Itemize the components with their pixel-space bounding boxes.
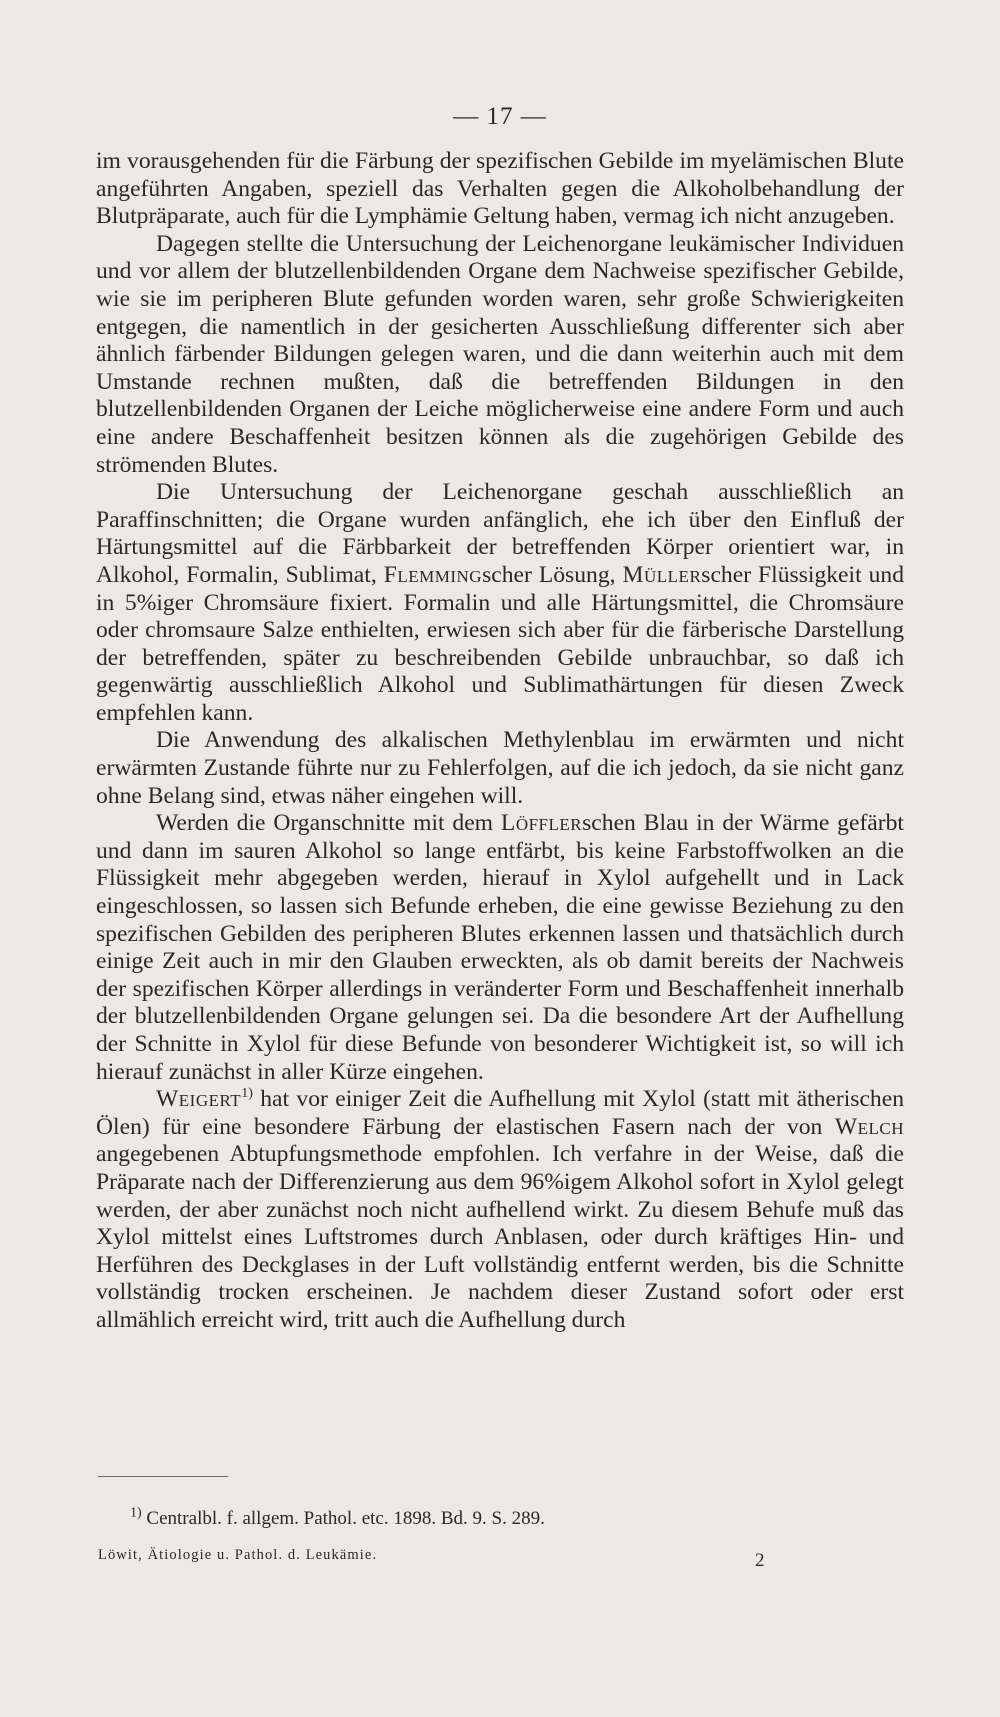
name-loeffler: Löffler [500,810,583,837]
sheet-number: 2 [755,1550,765,1571]
footnote-marker: 1) [241,1086,253,1102]
paragraph-text: Dagegen stellte die Untersuchung der Leichenorgane leukämischer Individuen und vor allem der blutzellenbildenden Organe dem Nachweise spezifischer Gebilde, wie sie im peripheren Blute gefunden worden waren, sehr große Schwierigkeiten entgegen, die namentlich in der gesicherten Ausschließung differenter sich aber ähnlich färbender Bildungen gelegen waren, und die dann weiterhin auch mit dem Umstande rechnen mußten, daß die betreffenden Bildungen in den blutzellenbildenden Organen der Leiche möglicherweise eine andere Form und auch eine andere Beschaffenheit besitzen können als die zugehörigen Gebilde des strömenden Blutes. [96,230,904,478]
name-welch: Welch [834,1113,904,1140]
signature-line: Löwit, Ätiologie u. Pathol. d. Leukämie. [98,1547,378,1563]
paragraph [96,148,904,231]
footnote-divider [98,1476,228,1477]
paragraph-text: Werden die Organschnitte mit dem [156,810,494,837]
paragraph-text: scher Lösung, [482,561,616,588]
paragraph-text: Die Anwendung des alkalischen Methylenblau im erwärmten und nicht erwärmten Zustande führte nur zu Fehlerfolgen, auf die ich jedoch, da sie nicht ganz ohne Belang sind, etwas näher eingehen will. [96,727,904,809]
paragraph-text: im vorausgehenden für die Färbung der spezifischen Gebilde im myelämischen Blute angeführten Angaben, speziell das Verhalten gegen die Alkoholbehandlung der Blutpräparate, auch für die Lymphämie Geltung haben, vermag ich nicht anzugeben. [96,148,904,230]
paragraph [96,727,904,810]
paragraph-text: hat vor einiger Zeit die Aufhellung mit Xylol (statt mit ätherischen Ölen) für eine besondere Färbung der elastischen Fasern nach der von [96,1086,904,1140]
paragraph-text: Die Untersuchung der Leichenorgane geschah ausschließlich an Paraffinschnitten; die Organe wurden anfänglich, ehe ich über den Einfluß der Härtungsmittel auf die Färbbarkeit der betreffenden Körper orientiert war, in Alkohol, Formalin, Sublimat, [96,479,904,588]
footnote-marker: 1) [130,1505,142,1521]
paragraph-text: scher Flüssigkeit und in 5%iger Chromsäure fixiert. Formalin und alle Härtungsmittel, die Chromsäure oder chromsaure Salze enthielten, erwiesen sich aber für die färberische Darstellung der betreffenden, später zu beschreibenden Gebilde unbrauchbar, so daß ich gegenwärtig ausschließlich Alkohol und Sublimathärtungen für diesen Zweck empfehlen kann. [96,561,904,726]
paragraph-text: angegebenen Abtupfungsmethode empfohlen. Ich verfahre in der Weise, daß die Präparate nach der Differenzierung aus dem 96%igem Alkohol sofort in Xylol gelegt werden, der aber zunächst noch nicht aufhellend wirkt. Zu diesem Behufe muß das Xylol mittelst eines Luftstromes durch Anblasen, oder durch kräftiges Hin- und Herführen des Deckglases in der Luft vollständig entfernt werden, bis die Schnitte vollständig trocken erscheinen. Je nachdem dieser Zustand sofort oder erst allmählich erreicht wird, tritt auch die Aufhellung durch [96,1141,904,1333]
name-flemming: Flemming [383,561,483,588]
paragraph [96,810,904,1086]
footnote-text: Centralbl. f. allgem. Pathol. etc. 1898. Bd. 9. S. 289. [146,1508,545,1529]
paragraph [96,1086,904,1334]
paragraph [96,231,904,479]
page-number: — 17 — [453,103,547,130]
paragraph-text: schen Blau in der Wärme gefärbt und dann im sauren Alkohol so lange entfärbt, bis keine Farbstoffwolken an die Flüssigkeit mehr abgegeben werden, hierauf in Xylol aufgehellt und in Lack eingeschlossen, so lassen sich Befunde erheben, die eine gewisse Beziehung zu den spezifischen Gebilden des peripheren Blutes erkennen lassen und thatsächlich durch einige Zeit auch in mir den Glauben erweckten, als ob damit bereits der Nachweis der spezifischen Körper allerdings in veränderter Form und Beschaffenheit innerhalb der blutzellenbildenden Organe gelungen sei. Da die besondere Art der Aufhellung der Schnitte in Xylol für diese Befunde von besonderer Wichtigkeit ist, so will ich hierauf zunächst in aller Kürze eingehen. [96,810,904,1085]
paragraph [96,479,904,727]
footnote [130,1507,830,1531]
body-text [96,148,904,1335]
name-mueller: Müller [622,561,702,588]
name-weigert: Weigert [156,1086,242,1113]
